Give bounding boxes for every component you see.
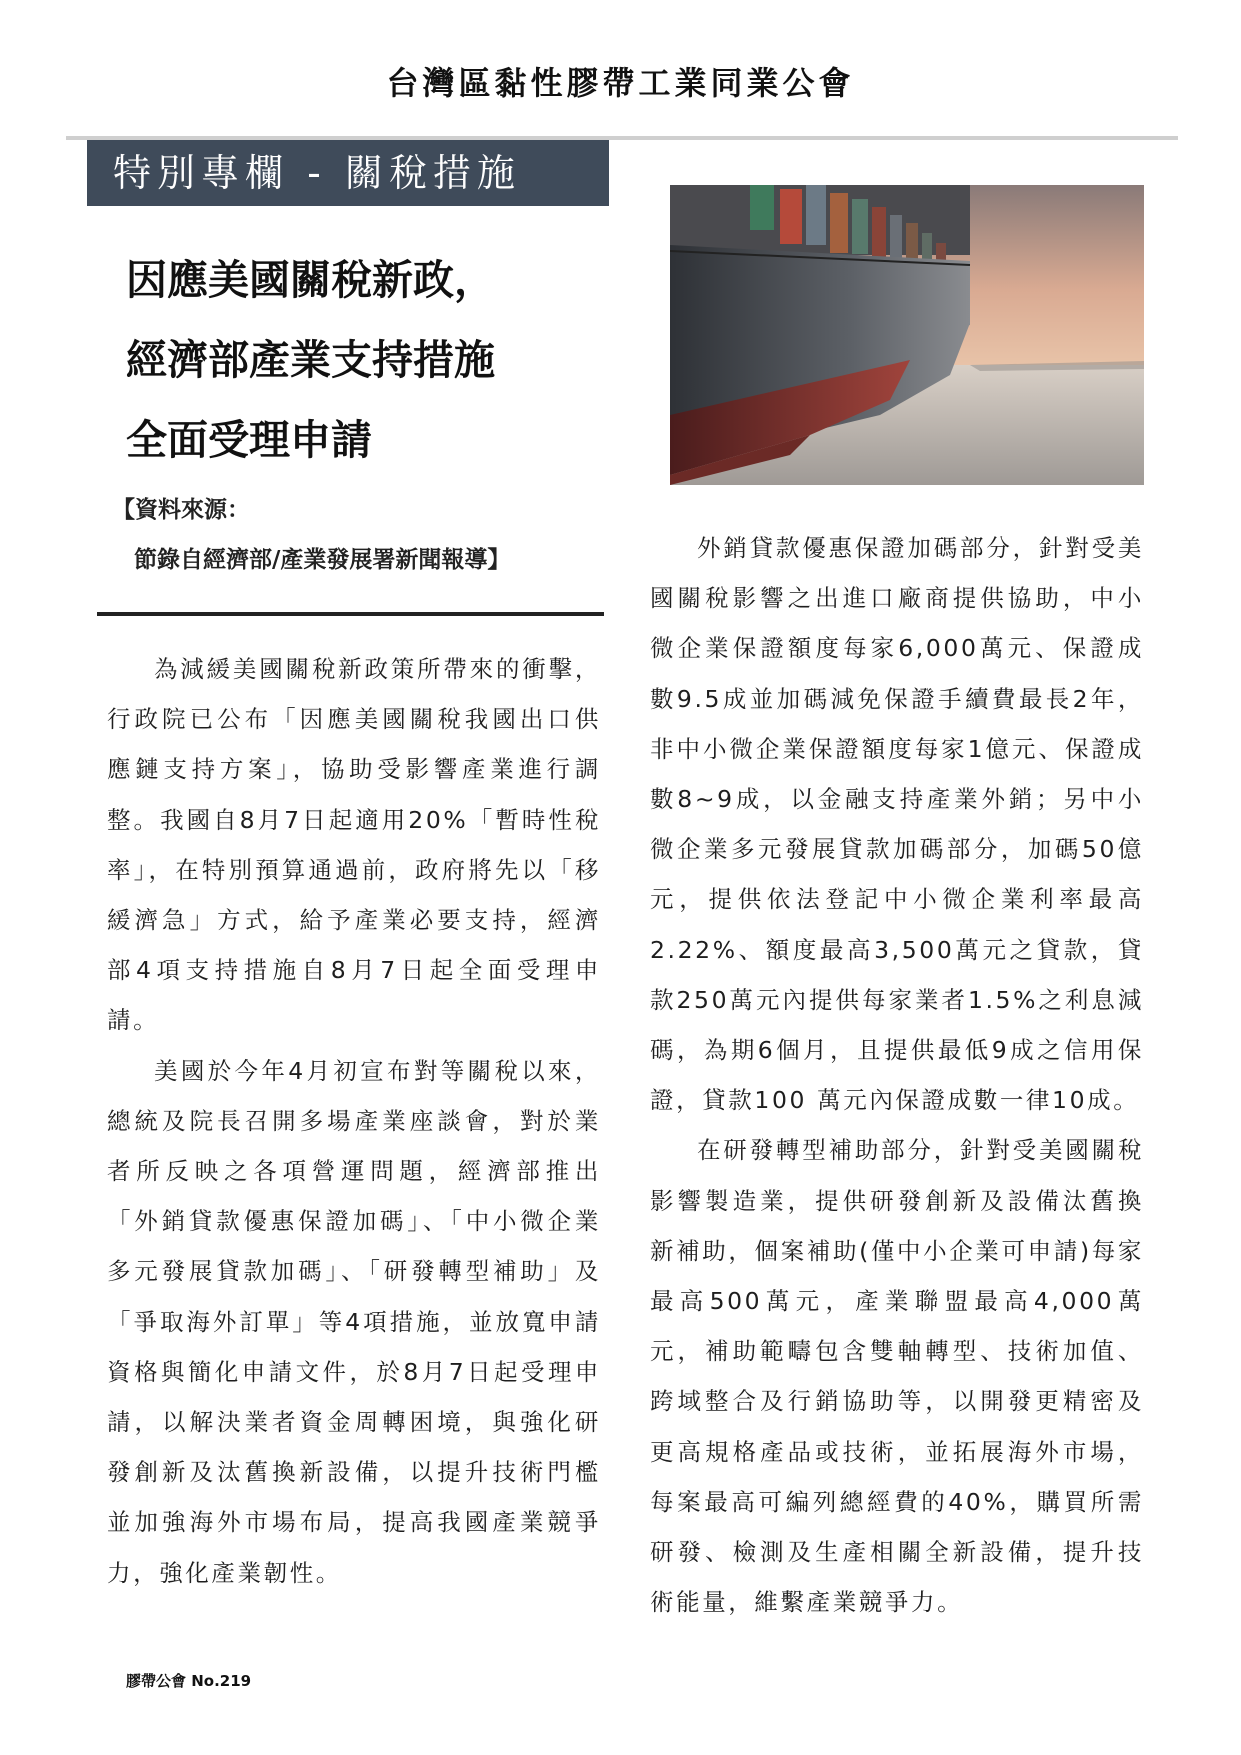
section-banner: 特別專欄 - 關稅措施	[87, 140, 609, 206]
headline-line: 經濟部產業支持措施	[126, 336, 495, 384]
paragraph: 外銷貸款優惠保證加碼部分，針對受美國關稅影響之出進口廠商提供協助，中小微企業保證額度每家6,000萬元、保證成數9.5成並加碼減免保證手續費最長2年，非中小微企業保證額度每家1億元、保證成數8~9成，以金融支持產業外銷；另中小微企業多元發展貸款加碼部分，加碼50億元，提供依法登記中小微企業利率最高2.22%、額度最高3,500萬元之貸款，貸款250萬元內提供每家業者1.5%之利息減碼，為期6個月，且提供最低9成之信用保證，貸款100 萬元內保證成數一律10成。	[650, 534, 1144, 1115]
footer-issue: 膠帶公會 No.219	[126, 1672, 252, 1690]
headline-line: 全面受理申請	[126, 416, 372, 464]
paragraph: 為減緩美國關稅新政策所帶來的衝擊，行政院已公布「因應美國關稅我國出口供應鏈支持方案」，協助受影響產業進行調整。我國自8月7日起適用20%「暫時性稅率」，在特別預算通過前，政府將先以「移緩濟急」方式，給予產業必要支持，經濟部4項支持措施自8月7日起全面受理申請。	[107, 655, 601, 1035]
left-column	[107, 644, 601, 1598]
source-label: 【資料來源：	[112, 497, 250, 523]
source-text: 節錄自經濟部/產業發展署新聞報導】	[134, 547, 511, 573]
source-divider	[97, 612, 604, 616]
paragraph: 在研發轉型補助部分，針對受美國關稅影響製造業，提供研發創新及設備汰舊換新補助，個案補助(僅中小企業可申請)每家最高500萬元，產業聯盟最高4,000萬元，補助範疇包含雙軸轉型、技術加值、跨域整合及行銷協助等，以開發更精密及更高規格產品或技術，並拓展海外市場，每案最高可編列總經費的40%，購買所需研發、檢測及生產相關全新設備，提升技術能量，維繫產業競爭力。	[650, 1136, 1144, 1617]
paragraph: 美國於今年4月初宣布對等關稅以來，總統及院長召開多場產業座談會，對於業者所反映之各項營運問題，經濟部推出「外銷貸款優惠保證加碼」、「中小微企業多元發展貸款加碼」、「研發轉型補助」及「爭取海外訂單」等4項措施，並放寬申請資格與簡化申請文件，於8月7日起受理申請，以解決業者資金周轉困境，與強化研發創新及汰舊換新設備，以提升技術門檻並加強海外市場布局，提高我國產業競爭力，強化產業韌性。	[107, 1056, 601, 1587]
article-headline	[126, 240, 606, 480]
org-title: 台灣區黏性膠帶工業同業公會	[386, 64, 855, 102]
article-source	[112, 485, 612, 585]
container-ship-photo	[670, 185, 1144, 485]
right-column	[650, 523, 1144, 1627]
headline-line: 因應美國關稅新政，	[126, 256, 495, 304]
